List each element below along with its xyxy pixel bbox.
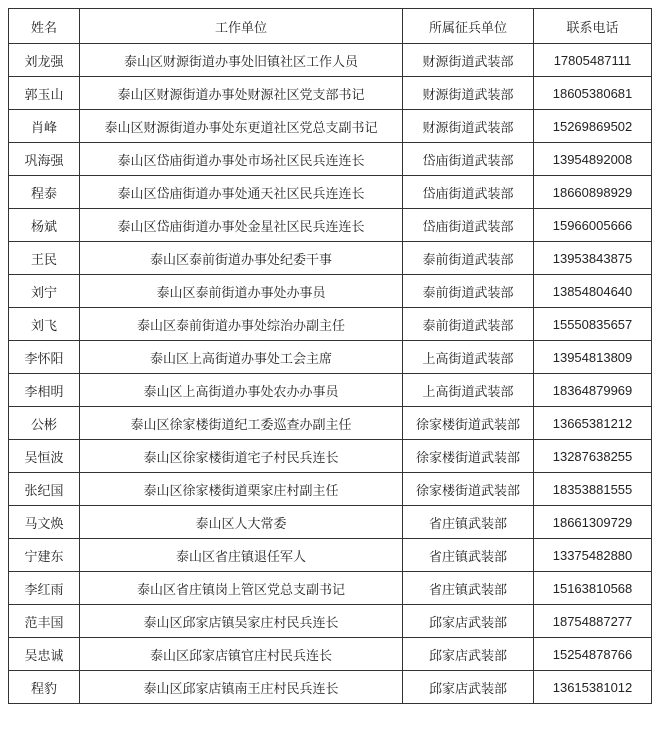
cell-work-unit: 泰山区岱庙街道办事处通天社区民兵连连长 bbox=[80, 176, 403, 209]
cell-phone: 13854804640 bbox=[534, 275, 652, 308]
cell-recruit-unit: 财源街道武装部 bbox=[403, 110, 534, 143]
table-row bbox=[9, 110, 652, 143]
cell-work-unit: 泰山区财源街道办事处旧镇社区工作人员 bbox=[80, 44, 403, 77]
cell-work-unit: 泰山区财源街道办事处财源社区党支部书记 bbox=[80, 77, 403, 110]
cell-phone: 18605380681 bbox=[534, 77, 652, 110]
cell-recruit-unit: 上高街道武装部 bbox=[403, 341, 534, 374]
cell-phone: 15269869502 bbox=[534, 110, 652, 143]
table-row bbox=[9, 176, 652, 209]
cell-phone: 18660898929 bbox=[534, 176, 652, 209]
header-name: 姓名 bbox=[9, 9, 80, 44]
cell-recruit-unit: 邱家店武装部 bbox=[403, 671, 534, 704]
cell-recruit-unit: 泰前街道武装部 bbox=[403, 242, 534, 275]
cell-phone: 15254878766 bbox=[534, 638, 652, 671]
cell-recruit-unit: 徐家楼街道武装部 bbox=[403, 440, 534, 473]
cell-work-unit: 泰山区邱家店镇南王庄村民兵连长 bbox=[80, 671, 403, 704]
cell-name: 王民 bbox=[9, 242, 80, 275]
table-row bbox=[9, 539, 652, 572]
table-row bbox=[9, 275, 652, 308]
table-row bbox=[9, 374, 652, 407]
cell-work-unit: 泰山区徐家楼街道宅子村民兵连长 bbox=[80, 440, 403, 473]
cell-recruit-unit: 财源街道武装部 bbox=[403, 77, 534, 110]
cell-work-unit: 泰山区泰前街道办事处综治办副主任 bbox=[80, 308, 403, 341]
header-phone: 联系电话 bbox=[534, 9, 652, 44]
cell-work-unit: 泰山区徐家楼街道纪工委巡查办副主任 bbox=[80, 407, 403, 440]
cell-name: 李相明 bbox=[9, 374, 80, 407]
cell-phone: 17805487111 bbox=[534, 44, 652, 77]
cell-name: 范丰国 bbox=[9, 605, 80, 638]
cell-phone: 13953843875 bbox=[534, 242, 652, 275]
cell-phone: 15550835657 bbox=[534, 308, 652, 341]
cell-name: 李怀阳 bbox=[9, 341, 80, 374]
cell-recruit-unit: 徐家楼街道武装部 bbox=[403, 473, 534, 506]
cell-recruit-unit: 上高街道武装部 bbox=[403, 374, 534, 407]
header-recruit-unit: 所属征兵单位 bbox=[403, 9, 534, 44]
cell-name: 郭玉山 bbox=[9, 77, 80, 110]
cell-name: 程豹 bbox=[9, 671, 80, 704]
cell-name: 公彬 bbox=[9, 407, 80, 440]
cell-phone: 18364879969 bbox=[534, 374, 652, 407]
cell-work-unit: 泰山区财源街道办事处东更道社区党总支副书记 bbox=[80, 110, 403, 143]
table-row bbox=[9, 143, 652, 176]
table-row bbox=[9, 242, 652, 275]
cell-work-unit: 泰山区岱庙街道办事处市场社区民兵连连长 bbox=[80, 143, 403, 176]
cell-recruit-unit: 省庄镇武装部 bbox=[403, 539, 534, 572]
cell-work-unit: 泰山区上高街道办事处工会主席 bbox=[80, 341, 403, 374]
cell-phone: 13615381012 bbox=[534, 671, 652, 704]
cell-name: 宁建东 bbox=[9, 539, 80, 572]
header-work-unit: 工作单位 bbox=[80, 9, 403, 44]
cell-recruit-unit: 岱庙街道武装部 bbox=[403, 176, 534, 209]
cell-phone: 13287638255 bbox=[534, 440, 652, 473]
cell-recruit-unit: 泰前街道武装部 bbox=[403, 308, 534, 341]
cell-name: 张纪国 bbox=[9, 473, 80, 506]
cell-recruit-unit: 泰前街道武装部 bbox=[403, 275, 534, 308]
cell-work-unit: 泰山区泰前街道办事处纪委干事 bbox=[80, 242, 403, 275]
cell-name: 肖峰 bbox=[9, 110, 80, 143]
cell-phone: 13665381212 bbox=[534, 407, 652, 440]
cell-name: 杨斌 bbox=[9, 209, 80, 242]
cell-name: 吴忠诚 bbox=[9, 638, 80, 671]
cell-work-unit: 泰山区邱家店镇吴家庄村民兵连长 bbox=[80, 605, 403, 638]
table-body bbox=[9, 44, 652, 704]
table-row bbox=[9, 407, 652, 440]
cell-name: 程泰 bbox=[9, 176, 80, 209]
cell-work-unit: 泰山区徐家楼街道栗家庄村副主任 bbox=[80, 473, 403, 506]
cell-phone: 13375482880 bbox=[534, 539, 652, 572]
cell-phone: 13954813809 bbox=[534, 341, 652, 374]
table-row bbox=[9, 473, 652, 506]
cell-name: 刘飞 bbox=[9, 308, 80, 341]
cell-phone: 15163810568 bbox=[534, 572, 652, 605]
table-row bbox=[9, 341, 652, 374]
cell-recruit-unit: 邱家店武装部 bbox=[403, 638, 534, 671]
cell-work-unit: 泰山区邱家店镇官庄村民兵连长 bbox=[80, 638, 403, 671]
cell-name: 刘龙强 bbox=[9, 44, 80, 77]
cell-work-unit: 泰山区省庄镇岗上管区党总支副书记 bbox=[80, 572, 403, 605]
table-header bbox=[9, 9, 652, 44]
table-row bbox=[9, 638, 652, 671]
cell-work-unit: 泰山区岱庙街道办事处金星社区民兵连连长 bbox=[80, 209, 403, 242]
cell-phone: 13954892008 bbox=[534, 143, 652, 176]
cell-name: 巩海强 bbox=[9, 143, 80, 176]
cell-recruit-unit: 岱庙街道武装部 bbox=[403, 143, 534, 176]
cell-work-unit: 泰山区上高街道办事处农办办事员 bbox=[80, 374, 403, 407]
cell-work-unit: 泰山区泰前街道办事处办事员 bbox=[80, 275, 403, 308]
cell-phone: 15966005666 bbox=[534, 209, 652, 242]
cell-phone: 18661309729 bbox=[534, 506, 652, 539]
cell-recruit-unit: 省庄镇武装部 bbox=[403, 572, 534, 605]
cell-recruit-unit: 省庄镇武装部 bbox=[403, 506, 534, 539]
cell-recruit-unit: 邱家店武装部 bbox=[403, 605, 534, 638]
cell-name: 吴恒波 bbox=[9, 440, 80, 473]
header-row bbox=[9, 9, 652, 44]
cell-recruit-unit: 徐家楼街道武装部 bbox=[403, 407, 534, 440]
cell-recruit-unit: 岱庙街道武装部 bbox=[403, 209, 534, 242]
cell-phone: 18353881555 bbox=[534, 473, 652, 506]
table-row bbox=[9, 506, 652, 539]
table-row bbox=[9, 572, 652, 605]
contact-table bbox=[8, 8, 652, 704]
table-row bbox=[9, 77, 652, 110]
table-row bbox=[9, 209, 652, 242]
table-row bbox=[9, 308, 652, 341]
cell-recruit-unit: 财源街道武装部 bbox=[403, 44, 534, 77]
cell-name: 李红雨 bbox=[9, 572, 80, 605]
table-row bbox=[9, 440, 652, 473]
cell-phone: 18754887277 bbox=[534, 605, 652, 638]
table-row bbox=[9, 671, 652, 704]
table-row bbox=[9, 44, 652, 77]
table-row bbox=[9, 605, 652, 638]
cell-work-unit: 泰山区省庄镇退任军人 bbox=[80, 539, 403, 572]
cell-name: 马文焕 bbox=[9, 506, 80, 539]
cell-name: 刘宁 bbox=[9, 275, 80, 308]
cell-work-unit: 泰山区人大常委 bbox=[80, 506, 403, 539]
